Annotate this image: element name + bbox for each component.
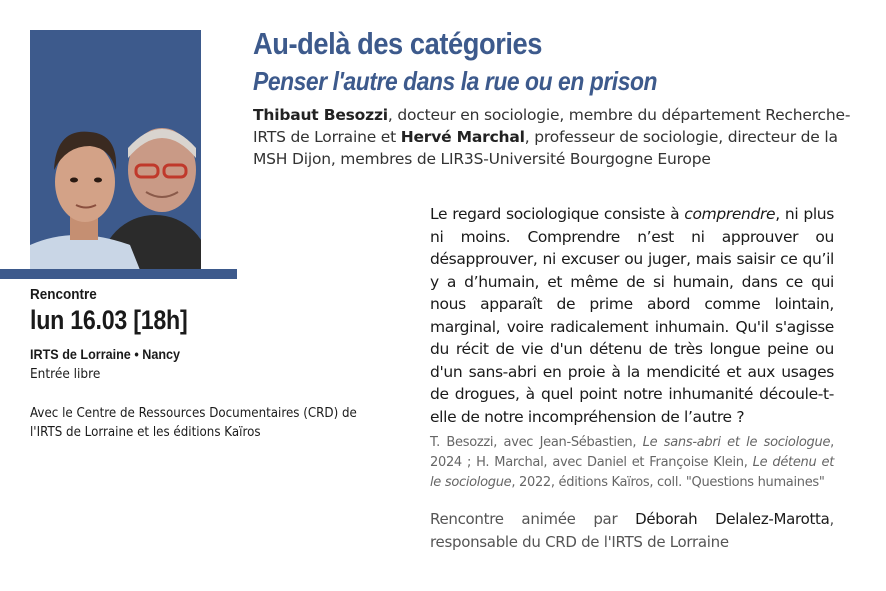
event-venue: IRTS de Lorraine • Nancy	[30, 346, 181, 362]
page-title: Au-delà des catégories	[253, 26, 542, 61]
quote-part-1: Le regard sociologique consiste à	[430, 205, 685, 223]
quote-text	[430, 203, 834, 428]
moderator-line	[430, 508, 834, 554]
speaker-desc-1: , docteur en sociologie, membre du département Recherche-IRTS de Lorraine et	[253, 106, 851, 146]
speakers-description	[253, 104, 853, 170]
speaker-name-2: Hervé Marchal	[400, 128, 525, 146]
reference-part-1: T. Besozzi, avec Jean-Sébastien,	[430, 435, 643, 450]
reference-book-2: Le détenu et le sociologue	[430, 455, 834, 490]
reference-part-2: , 2024 ; H. Marchal, avec Daniel et Françoise Klein,	[430, 435, 834, 470]
event-partners: Avec le Centre de Ressources Documentaires (CRD) de l'IRTS de Lorraine et les éditions Kaïros	[30, 405, 357, 440]
speaker-name-1: Thibaut Besozzi	[253, 106, 388, 124]
speaker-desc-2: , professeur de sociologie, directeur de la MSH Dijon, membres de LIR3S-Université Bourgogne Europe	[253, 128, 838, 168]
event-info	[30, 286, 370, 442]
references	[430, 433, 834, 493]
quote-emphasis: comprendre	[684, 205, 776, 223]
event-date: lun 16.03 [18h]	[30, 305, 188, 335]
quote-part-2: , ni plus ni moins. Comprendre n’est ni approuver ou désapprouver, ni excuser ou juger, mais saisir ce qu’il y a d’humain, et même de si humain, dans ce qui nous apparaît de prime abord comme lointain, marginal, voire radicalement inhumain. Qu'il s'agisse du récit de vie d'un détenu de très longue peine ou d'un sans-abri en proie à la mendicité et aux usages de drogues, à quel point notre inhumanité découle-t-elle de notre incompréhension de l’autre ?	[430, 205, 834, 426]
speakers-photo	[30, 30, 201, 270]
moderator-suffix: , responsable du CRD de l'IRTS de Lorraine	[430, 510, 834, 551]
event-entry: Entrée libre	[30, 366, 101, 382]
speakers-photo-illustration	[30, 30, 201, 270]
accent-bar	[0, 269, 237, 279]
reference-part-3: , 2022, éditions Kaïros, coll. "Questions humaines"	[511, 475, 825, 490]
reference-book-1: Le sans-abri et le sociologue	[642, 435, 831, 450]
moderator-name: Déborah Delalez-Marotta	[635, 510, 830, 528]
moderator-prefix: Rencontre animée par	[430, 510, 636, 528]
page-subtitle: Penser l'autre dans la rue ou en prison	[253, 66, 658, 96]
event-type: Rencontre	[30, 286, 97, 303]
